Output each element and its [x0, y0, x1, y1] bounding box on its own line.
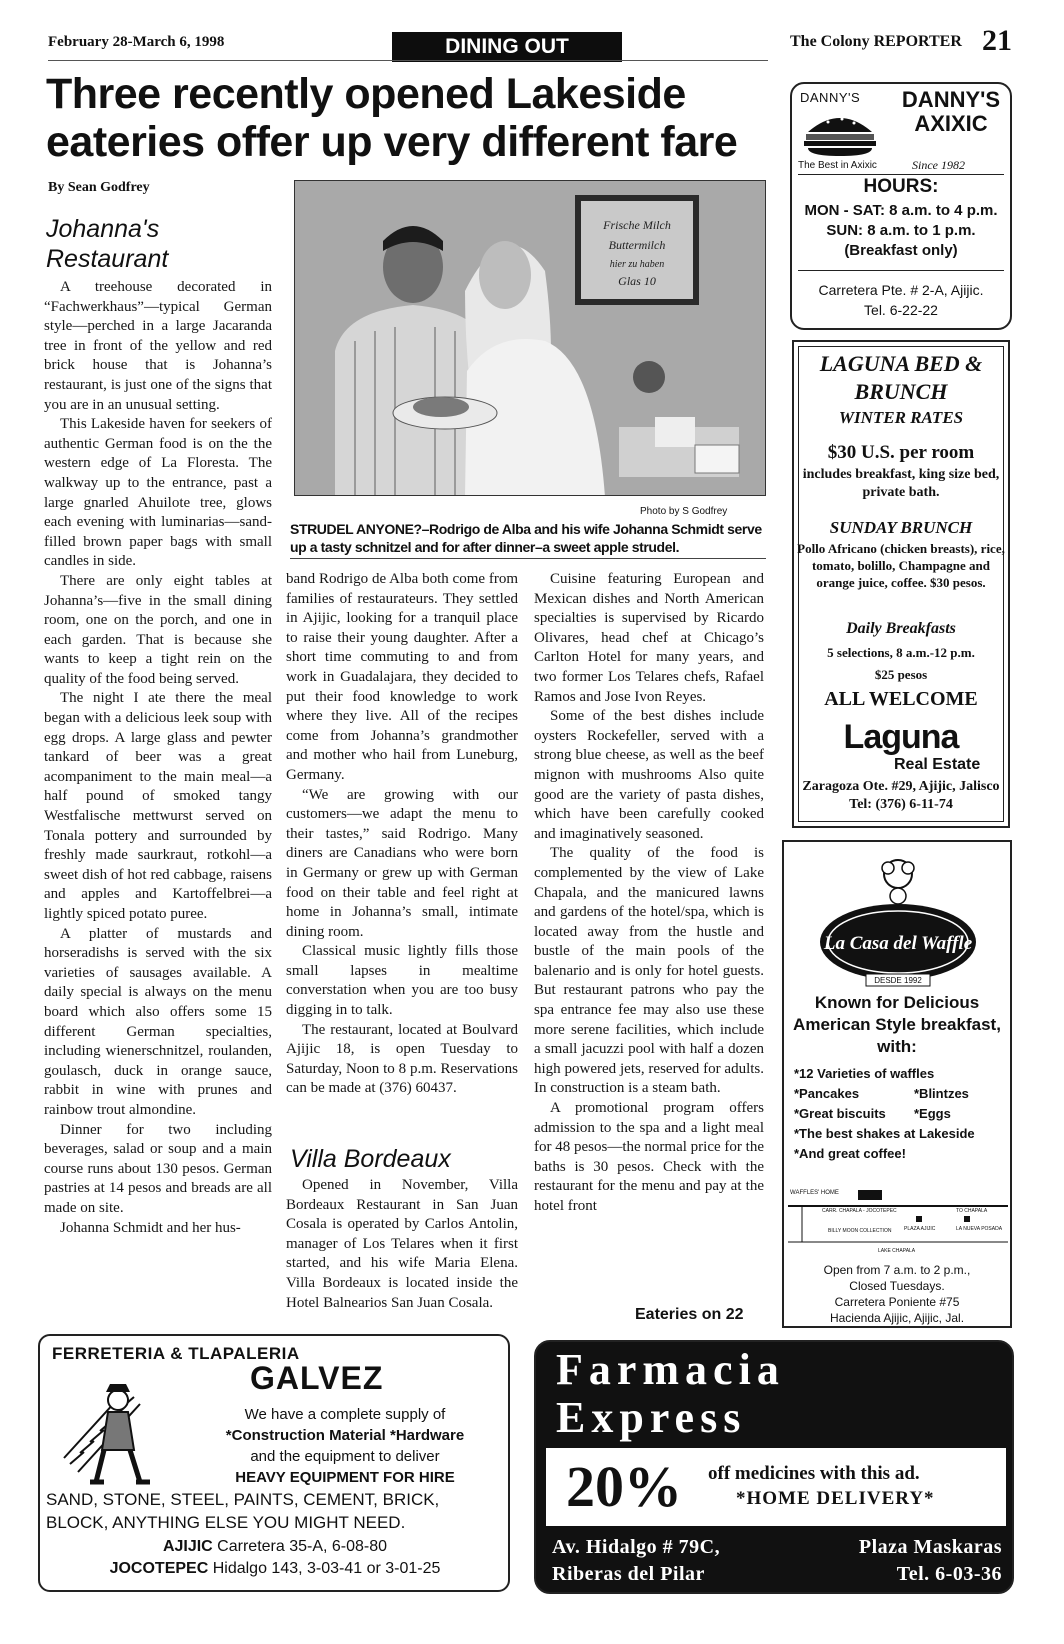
ad-ferreteria-galvez	[38, 1334, 510, 1592]
dannys-hours-title: HOURS:	[863, 176, 939, 197]
photo-credit: Photo by S Godfrey	[640, 506, 728, 517]
discount-percent: 20%	[566, 1454, 682, 1519]
farmacia-name	[556, 1346, 785, 1442]
caption-rule	[290, 558, 766, 559]
location-detail: Hidalgo 143, 3-03-41 or 3-01-25	[208, 1560, 441, 1577]
address-line: Plaza Maskaras	[858, 1536, 1002, 1558]
location-detail: Carretera 35-A, 6-08-80	[212, 1538, 388, 1555]
svg-text:Buttermilch: Buttermilch	[608, 238, 666, 252]
divider	[798, 270, 1004, 271]
issue-date: February 28-March 6, 1998	[48, 34, 225, 50]
laguna-winter-rates: WINTER RATES	[838, 408, 964, 427]
paragraph: The restaurant, located at Boulvard Ajijic 18, is open Tuesday to Saturday, Noon to 8 p.m. Reservations can be made at (376) 60437.	[286, 1021, 518, 1097]
map-label: LAKE CHAPALA	[878, 1248, 916, 1254]
waffle-logo	[818, 852, 978, 997]
headline-line-2: eateries offer up very different fare	[46, 118, 738, 166]
location-name: JOCOTEPEC	[109, 1560, 209, 1577]
laguna-brunch: Pollo Africano (chicken breasts), rice, tomato, bolillo, Champagne and orange juice, coffee. $30 pesos.	[797, 541, 1005, 590]
paper-name: The Colony REPORTER	[790, 33, 962, 50]
waffle-item: *And great coffee!	[794, 1146, 906, 1161]
map-label: BILLY MOON COLLECTION	[828, 1228, 892, 1234]
paragraph: This Lakeside haven for seekers of authentic German food is on the the western edge of La Floresta. The walkway up to the entrance, past a large gnarled Ahuilote tree, glows each evening with luminarias—sand-filled brown paper bags with small candles in side.	[44, 416, 272, 570]
dannys-hours	[792, 201, 1010, 261]
phone-line: Tel. 6-03-36	[896, 1563, 1002, 1585]
home-delivery: *HOME DELIVERY*	[736, 1488, 935, 1509]
hours-line: MON - SAT: 8 a.m. to 4 p.m.	[804, 202, 998, 219]
laguna-address: Zaragoza Ote. #29, Ajijic, Jalisco Tel: (376) 6-11-74	[802, 779, 1000, 812]
ad-dannys-axixic	[790, 82, 1012, 330]
subhead-villa-bordeaux: Villa Bordeaux	[290, 1145, 451, 1173]
desc-line: HEAVY EQUIPMENT FOR HIRE	[235, 1469, 455, 1486]
article-column-2	[286, 570, 518, 1148]
map-label: LA NUEVA POSADA	[956, 1226, 1003, 1232]
svg-text:Glas 10: Glas 10	[618, 274, 656, 288]
laguna-welcome: ALL WELCOME	[824, 688, 978, 710]
info-line: Hacienda Ajijic, Ajijic, Jal.	[829, 1311, 965, 1325]
masthead-rule	[48, 60, 768, 61]
map-label: PLAZA AJIJIC	[904, 1226, 936, 1232]
address-line: Av. Hidalgo # 79C,	[552, 1536, 721, 1558]
name-line: Farmacia	[556, 1345, 785, 1394]
dannys-tagline: The Best in Axixic	[798, 160, 877, 171]
svg-text:hier zu haben: hier zu haben	[609, 259, 665, 270]
address-line: Riberas del Pilar	[552, 1563, 705, 1585]
subhead-johannas: Johanna's Restaurant	[46, 215, 169, 273]
waffle-item: *12 Varieties of waffles	[794, 1066, 935, 1081]
byline: By Sean Godfrey	[48, 180, 150, 195]
divider	[798, 174, 1004, 175]
paragraph: Opened in November, Villa Bordeaux Restaurant in San Juan Cosala is operated by Carlos Antolin, manager of Los Telares when it first started, and his wife Maria Elena. Villa Bordeaux is located inside the Hotel Balnearios San Juan Cosala.	[286, 1177, 518, 1311]
galvez-description	[190, 1404, 500, 1488]
laguna-logo-sub: Real Estate	[894, 756, 981, 773]
laguna-daily-title: Daily Breakfasts	[846, 620, 956, 637]
location-name: AJIJIC	[162, 1538, 213, 1555]
galvez-kicker: FERRETERIA & TLAPALERIA	[52, 1344, 300, 1363]
article-column-3	[534, 570, 764, 1300]
waffle-item: *Blintzes	[914, 1086, 969, 1101]
info-line: Closed Tuesdays.	[849, 1279, 945, 1293]
paragraph: There are only eight tables at Johanna’s—five in the small dining room, one on the porch, and one in each garden. That is because she wants to keep a tight rein on the quality of the food being served.	[44, 572, 272, 687]
paragraph: A promotional program offers admission to the spa and a light meal for 48 pesos—the normal price for the baths is 30 pesos. Check with the restaurant for the menu and pay at the hotel front	[534, 1100, 764, 1214]
dannys-brand: DANNY'S AXIXIC	[901, 87, 1001, 136]
paragraph: Some of the best dishes include oysters Rockefeller, served with a strong blue cheese, as well as the beef mignon with mushrooms Also quite good are the variety of pasta dishes, which have been carefully cooked and imaginatively seasoned.	[534, 708, 764, 842]
paragraph: “We are growing with our customers—we adapt the menu to their tastes,” said Rodrigo. Many diners are Canadians who were born in Germany or grew up with German food on their table and feel right at home in Johanna’s small, intimate dining room.	[286, 786, 518, 940]
map-label: CARR. CHAPALA - JOCOTEPEC	[822, 1208, 897, 1214]
ad-farmacia-express	[534, 1340, 1014, 1594]
worker-with-ladder-icon	[56, 1372, 186, 1495]
farmacia-address	[552, 1534, 720, 1588]
waffle-item: *The best shakes at Lakeside	[794, 1126, 975, 1141]
galvez-name: GALVEZ	[250, 1360, 384, 1396]
farmacia-plaza	[802, 1534, 1002, 1588]
galvez-materials	[46, 1488, 506, 1534]
waffle-items	[794, 1064, 1006, 1164]
daily-line: $25 pesos	[874, 667, 928, 682]
discount-text: off medicines with this ad.	[708, 1463, 920, 1484]
name-line: Express	[556, 1393, 747, 1442]
laguna-price: $30 U.S. per room	[827, 442, 975, 463]
waffle-item: *Great biscuits	[794, 1106, 886, 1121]
waffle-location-map	[788, 1182, 1008, 1263]
article-photo	[294, 180, 766, 496]
paragraph: The quality of the food is complemented by the view of Lake Chapala, and the manicured lawns and gardens of the hotel/spa, which is located away from the hustle and bustle of the main pools of the balenario and is only for hotel guests. But restaurant patrons who pay the spa entrance fee may also use these more serene facilities, which include a small jacuzzi pool with half a dozen high powered jets, reserved for adults. In construction is a steam bath.	[534, 845, 764, 1097]
map-label: WAFFLES' HOME	[790, 1190, 839, 1196]
farmacia-offer-box	[546, 1448, 1006, 1526]
waffle-hours-address	[784, 1262, 1010, 1326]
laguna-title: LAGUNA BED & BRUNCH	[819, 351, 983, 404]
paragraph: The night I ate there the meal began with a delicious leek soup with egg drops. A large glass and pewter tankard of beer was a great acompaniment to the main meal—a half pound of smoked tangy Westfalische mettwurst served on Tonala pottery and surrounded by freshly made saurkraut, rotkohl—a sweet dish of hot red cabbage, raisens and apples and Kartoffelbrei—a lightly spiced potato puree.	[44, 690, 272, 922]
waffle-item: *Eggs	[914, 1106, 951, 1121]
laguna-price-note: includes breakfast, king size bed, private bath.	[802, 467, 1000, 500]
page-number: 21	[982, 24, 1012, 57]
desc-line: *Construction Material *Hardware	[225, 1427, 465, 1444]
hamburger-icon	[802, 110, 878, 163]
ad-casa-del-waffle	[782, 840, 1012, 1328]
section-label: DINING OUT	[392, 32, 622, 62]
paragraph: Cuisine featuring European and Mexican dishes and North American specialties is supervised by Ricardo Olivares, head chef at Chicago’s Carlton Hotel for many years, and two former Los Telares chefs, Rafael Ramos and Jose Ivon Reyes.	[534, 571, 764, 705]
headline	[46, 70, 776, 166]
ad-laguna-bed-brunch	[792, 340, 1010, 828]
photo-sign-text: Frische Milch	[603, 218, 671, 232]
desc-line: and the equipment to deliver	[250, 1448, 440, 1465]
article-column-1	[44, 278, 272, 1340]
dannys-address	[792, 280, 1010, 320]
dannys-small-brand: DANNY'S	[800, 90, 861, 105]
paragraph: Johanna Schmidt and her hus-	[60, 1219, 241, 1236]
materials-line: SAND, STONE, STEEL, PAINTS, CEMENT, BRICK,	[46, 1490, 440, 1509]
daily-line: 5 selections, 8 a.m.-12 p.m.	[827, 645, 975, 660]
paragraph: band Rodrigo de Alba both come from families of restaurateurs. They settled in Ajijic, looking for a tranquil place to raise their young daughter. After a short time commuting to and from work in Guadalajara, they decided to put their food knowledge to work where they live. All of the recipes come from Johanna’s grandmother and mother who hail from Luneburg, Germany.	[286, 571, 518, 783]
hours-line: (Breakfast only)	[844, 242, 958, 259]
address-line: Carretera Pte. # 2-A, Ajijic.	[818, 282, 984, 298]
hours-line: SUN: 8 a.m. to 1 p.m.	[826, 222, 976, 239]
map-label: TO CHAPALA	[956, 1208, 988, 1214]
galvez-locations	[40, 1536, 510, 1580]
paragraph: A treehouse decorated in “Fachwerkhaus”—typical German style—perched in a large Jacaranda tree in front of the yellow and red brick house that is Johanna’s restaurant, is just one of the signs that you are in an unusual setting.	[44, 279, 272, 413]
info-line: Carretera Poniente #75	[834, 1295, 960, 1309]
dannys-since: Since 1982	[912, 158, 965, 172]
laguna-daily	[794, 642, 1008, 686]
laguna-logo: Laguna	[843, 718, 959, 756]
paragraph: Classical music lightly fills those small lapses in mealtime converstation when you are too busy digging in to talk.	[286, 943, 518, 1019]
materials-line: BLOCK, ANYTHING ELSE YOU MIGHT NEED.	[46, 1513, 406, 1532]
photo-caption: STRUDEL ANYONE?–Rodrigo de Alba and his wife Johanna Schmidt serve up a tasty schnitzel and for after dinner–a sweet apple strudel.	[290, 521, 762, 555]
waffle-logo-text: La Casa del Waffle	[823, 933, 973, 954]
article-column-2b	[286, 1176, 518, 1332]
desc-line: We have a complete supply of	[244, 1406, 446, 1423]
continued-on-jump: Eateries on 22	[635, 1306, 744, 1323]
info-line: Open from 7 a.m. to 2 p.m.,	[823, 1263, 971, 1277]
waffle-item: *Pancakes	[794, 1086, 860, 1101]
waffle-headline: Known for Delicious American Style breakfast, with:	[793, 993, 1001, 1056]
waffle-since: DESDE 1992	[874, 976, 922, 985]
paragraph: Dinner for two including beverages, salad or soup and a main course runs about 130 pesos. German pastries at 14 pesos and breads are all made on site.	[44, 1121, 272, 1216]
laguna-brunch-title: SUNDAY BRUNCH	[829, 518, 973, 537]
headline-line-1: Three recently opened Lakeside	[46, 70, 686, 118]
phone-line: Tel. 6-22-22	[864, 302, 938, 318]
paragraph: A platter of mustards and horseradishs is served with the six varieties of sausages available. A daily special is always on the menu board which also offers some 15 different German specialties, including wienerschnitzel, roulanden, goulasch, duck in orange sauce, rabbit in wine with prunes and rainbow trout almondine.	[44, 925, 272, 1118]
